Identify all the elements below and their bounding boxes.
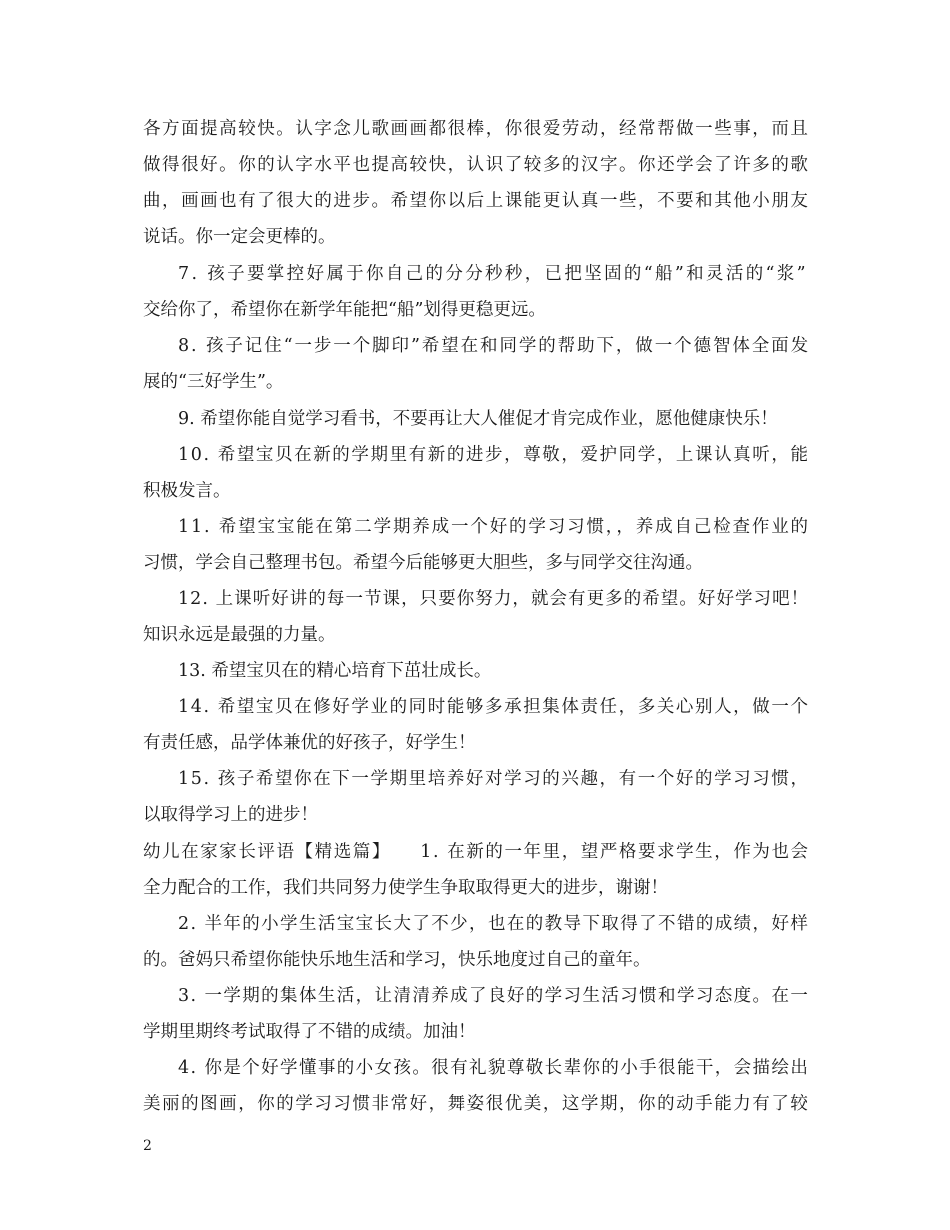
text-line-content: 12. 上课听好讲的每一节课，只要你努力，就会有更多的希望。好好学习吧！ xyxy=(178,589,810,609)
text-line-content: 4. 你是个好学懂事的小女孩。很有礼貌尊敬长辈你的小手很能干，会描绘出 xyxy=(178,1058,810,1078)
text-line-content: 9. 希望你能自觉学习看书，不要再让大人催促才肯完成作业，愿他健康快乐！ xyxy=(178,409,778,429)
text-line-content: 全力配合的工作，我们共同努力使学生争取取得更大的进步，谢谢！ xyxy=(143,878,668,898)
text-line-content: 积极发言。 xyxy=(143,481,231,501)
text-line-content: 学期里期终考试取得了不错的成绩。加油！ xyxy=(143,1022,476,1042)
text-line-content: 曲，画画也有了很大的进步。希望你以后上课能更认真一些，不要和其他小朋友 xyxy=(143,191,810,211)
text-line-content: 展的“三好学生”。 xyxy=(143,372,284,392)
text-line-content: 幼儿在家家长评语【精选篇】 1. 在新的一年里，望严格要求学生，作为也会 xyxy=(143,842,810,862)
text-line-content: 做得很好。你的认字水平也提高较快，认识了较多的汉字。你还学会了许多的歌 xyxy=(143,155,810,175)
text-line-content: 知识永远是最强的力量。 xyxy=(143,625,336,645)
text-line-content: 3. 一学期的集体生活，让清清养成了良好的学习生活习惯和学习态度。在一 xyxy=(178,986,810,1006)
page-number: 2 xyxy=(143,1138,152,1154)
text-line-content: 11. 希望宝宝能在第二学期养成一个好的学习习惯，，养成自己检查作业的 xyxy=(178,517,810,537)
text-line-content: 以取得学习上的进步！ xyxy=(143,805,318,825)
text-line-content: 说话。你一定会更棒的。 xyxy=(143,227,336,247)
text-line-content: 2. 半年的小学生活宝宝长大了不少，也在的教导下取得了不错的成绩，好样 xyxy=(178,914,810,934)
text-line-content: 8. 孩子记住“一步一个脚印”希望在和同学的帮助下，做一个德智体全面发 xyxy=(178,336,810,356)
text-line-content: 的。爸妈只希望你能快乐地生活和学习，快乐地度过自己的童年。 xyxy=(143,950,651,970)
text-line-content: 7. 孩子要掌控好属于你自己的分分秒秒，已把坚固的“船”和灵活的“浆” xyxy=(178,264,808,284)
text-line-content: 交给你了，希望你在新学年能把“船”划得更稳更远。 xyxy=(143,300,546,320)
text-line-content: 有责任感，品学体兼优的好孩子，好学生！ xyxy=(143,733,476,753)
text-line-content: 10. 希望宝贝在新的学期里有新的进步，尊敬，爱护同学，上课认真听，能 xyxy=(178,445,810,465)
text-line-content: 习惯，学会自己整理书包。希望今后能够更大胆些，多与同学交往沟通。 xyxy=(143,553,703,573)
text-line-content: 13. 希望宝贝在的精心培育下茁壮成长。 xyxy=(178,661,492,681)
text-line-content: 14. 希望宝贝在修好学业的同时能够多承担集体责任，多关心别人，做一个 xyxy=(178,697,810,717)
text-line-content: 15. 孩子希望你在下一学期里培养好对学习的兴趣，有一个好的学习习惯， xyxy=(178,769,810,789)
text-line-content: 各方面提高较快。认字念儿歌画画都很棒，你很爱劳动，经常帮做一些事，而且 xyxy=(143,119,810,139)
text-line-content: 美丽的图画，你的学习习惯非常好，舞姿很优美，这学期，你的动手能力有了较 xyxy=(143,1094,810,1114)
